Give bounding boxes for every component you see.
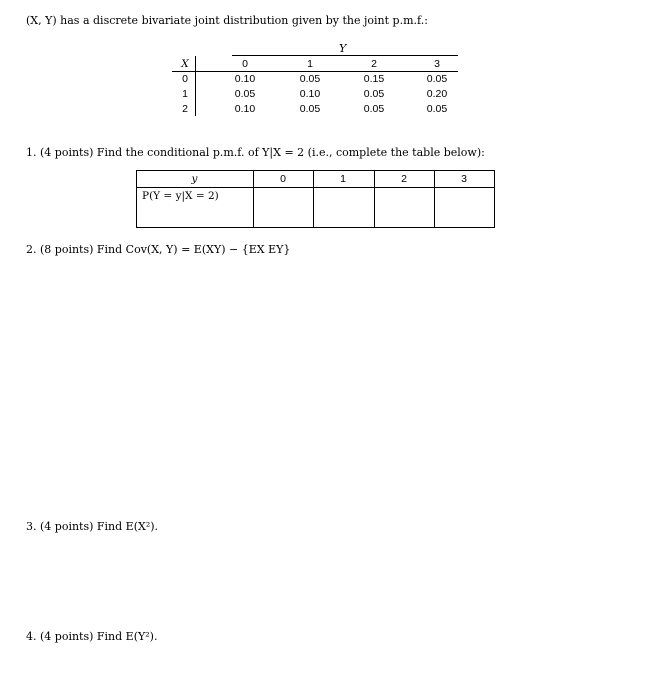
joint-table-cell: 0.05: [299, 103, 321, 115]
joint-table-col-header: 1: [307, 58, 313, 70]
joint-table-row-header: 2: [182, 103, 188, 115]
conditional-table-col-header: 3: [461, 173, 467, 185]
joint-table-cell: 0.05: [299, 73, 321, 85]
joint-table-cell: 0.10: [299, 88, 321, 100]
joint-table-x-label: X: [181, 58, 189, 70]
question-4: 4. (4 points) Find E(Y²).: [26, 630, 158, 643]
joint-table-col-header: 0: [242, 58, 248, 70]
intro-text: (X, Y) has a discrete bivariate joint distribution given by the joint p.m.f.:: [26, 14, 428, 27]
question-3: 3. (4 points) Find E(X²).: [26, 520, 159, 533]
answer-cell-y1[interactable]: [314, 188, 374, 227]
conditional-table-col-header: 1: [340, 173, 346, 185]
joint-table-cell: 0.20: [426, 88, 448, 100]
answer-cell-y0[interactable]: [254, 188, 313, 227]
joint-table-cell: 0.10: [234, 103, 256, 115]
joint-table-col-header: 3: [434, 58, 440, 70]
question-1: 1. (4 points) Find the conditional p.m.f. of Y|X = 2 (i.e., complete the table below):: [26, 146, 485, 159]
joint-table-y-label: Y: [339, 42, 347, 55]
answer-cell-y3[interactable]: [435, 188, 494, 227]
joint-table-cell: 0.05: [426, 103, 448, 115]
joint-table-divider: [195, 56, 196, 116]
joint-table-cell: 0.05: [426, 73, 448, 85]
conditional-table-row-label: P(Y = y|X = 2): [142, 190, 219, 202]
conditional-table-col-header: 0: [280, 173, 286, 185]
joint-table-cell: 0.15: [363, 73, 385, 85]
joint-table-header-rule: [172, 71, 458, 72]
joint-table-row-header: 1: [182, 88, 188, 100]
conditional-table-row-header: y: [191, 173, 198, 185]
question-2: 2. (8 points) Find Cov(X, Y) = E(XY) − {EX EY}: [26, 243, 291, 256]
joint-table-cell: 0.05: [234, 88, 256, 100]
joint-table-cell: 0.05: [363, 103, 385, 115]
conditional-table-col-header: 2: [401, 173, 407, 185]
joint-table-cell: 0.05: [363, 88, 385, 100]
joint-table-col-header: 2: [371, 58, 377, 70]
joint-table-row-header: 0: [182, 73, 188, 85]
joint-table-top-rule: [232, 55, 458, 56]
answer-cell-y2[interactable]: [375, 188, 434, 227]
joint-table-cell: 0.10: [234, 73, 256, 85]
